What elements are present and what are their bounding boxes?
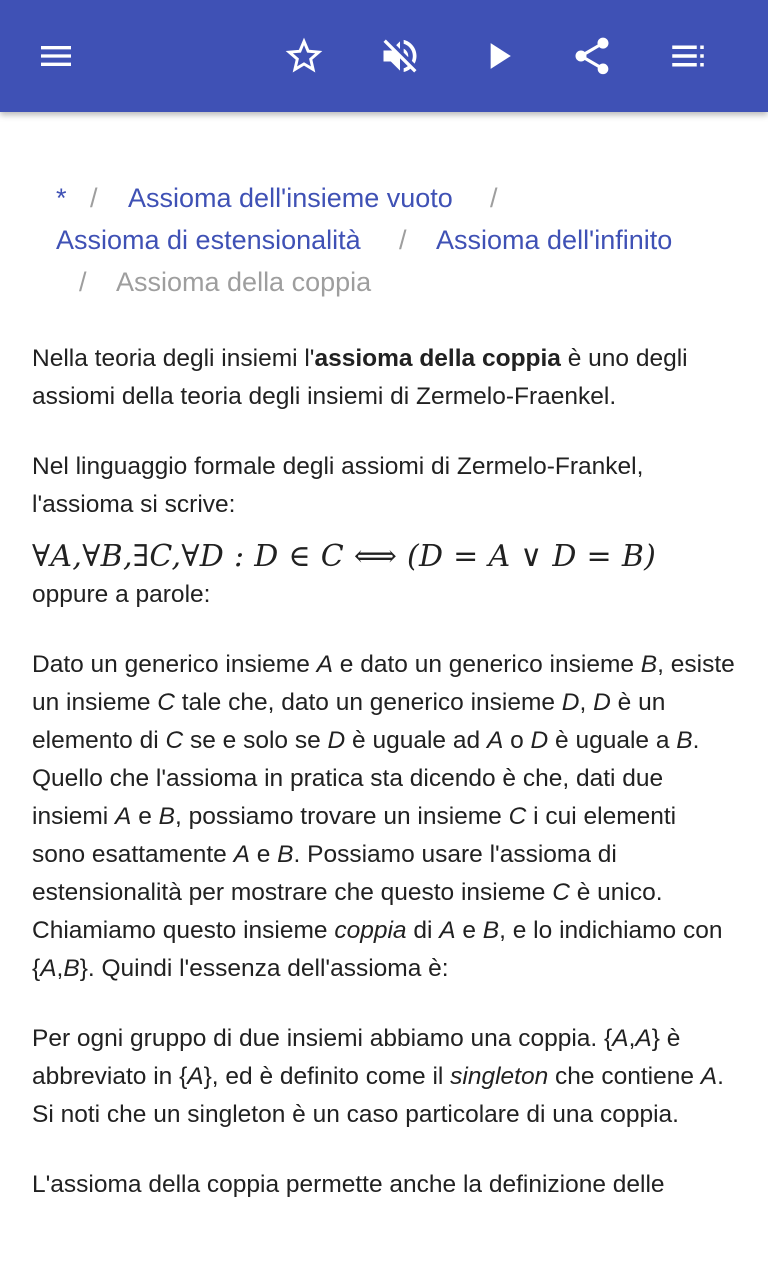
pair-paragraph: Per ogni gruppo di due insiemi abbiamo una coppia. {A,A} è abbreviato in {A}, ed è definito come il singleton che contiene A. Si noti che un singleton è un caso particolare di una coppia. <box>32 1025 724 1128</box>
menu-icon <box>36 36 76 76</box>
play-button[interactable] <box>470 28 526 84</box>
breadcrumb-separator: / <box>79 267 87 297</box>
share-icon <box>570 34 614 78</box>
definition-paragraph: Dato un generico insieme A e dato un generico insieme B, esiste un insieme C tale che, dato un generico insieme D, D è un elemento di C se e solo se D è uguale ad A o D è uguale a B. <box>32 651 735 754</box>
breadcrumb-separator: / <box>399 225 407 255</box>
breadcrumb-separator: / <box>90 183 98 213</box>
explanation-paragraph: Quello che l'assioma in pratica sta dicendo è che, dati due insiemi A e B, possiamo trovare un insieme C i cui elementi sono esattamente A e B. Possiamo usare l'assioma di estensionalità per mostrare che questo insieme C è unico. Chiamiamo questo insieme coppia di A e B, e lo indichiamo con {A,B}. Quindi l'essenza dell'assioma è: <box>32 765 723 982</box>
intro-paragraph: Nella teoria degli insiemi l'assioma della coppia è uno degli assiomi della teoria degli insiemi di Zermelo-Fraenkel. <box>32 345 688 410</box>
formal-language-paragraph: Nel linguaggio formale degli assiomi di Zermelo-Frankel, l'assioma si scrive: <box>32 453 644 518</box>
breadcrumb-root[interactable]: * <box>56 183 67 213</box>
continuation-paragraph: L'assioma della coppia permette anche la definizione delle <box>32 1171 665 1198</box>
contents-button[interactable] <box>660 28 716 84</box>
menu-button[interactable] <box>28 28 84 84</box>
mute-button[interactable] <box>372 28 428 84</box>
axiom-formula: ∀A,∀B,∃C,∀D : D ∈ C ⟺ (D = A ∨ D = B) <box>32 539 657 574</box>
share-button[interactable] <box>564 28 620 84</box>
volume-off-icon <box>378 34 422 78</box>
article-term: assioma della coppia <box>314 345 561 372</box>
article-body <box>32 340 736 1204</box>
breadcrumb-item-infinito[interactable]: Assioma dell'infinito <box>436 225 673 255</box>
app-toolbar <box>0 0 768 112</box>
breadcrumb-item-insieme-vuoto[interactable]: Assioma dell'insieme vuoto <box>128 183 453 213</box>
favorite-button[interactable] <box>276 28 332 84</box>
breadcrumb-item-estensionalita[interactable]: Assioma di estensionalità <box>56 225 361 255</box>
in-words-label: oppure a parole: <box>32 581 211 608</box>
play-icon <box>476 34 520 78</box>
breadcrumb-current: Assioma della coppia <box>116 267 372 297</box>
breadcrumb-separator: / <box>490 183 498 213</box>
star-outline-icon <box>282 34 326 78</box>
playlist-icon <box>667 35 709 77</box>
